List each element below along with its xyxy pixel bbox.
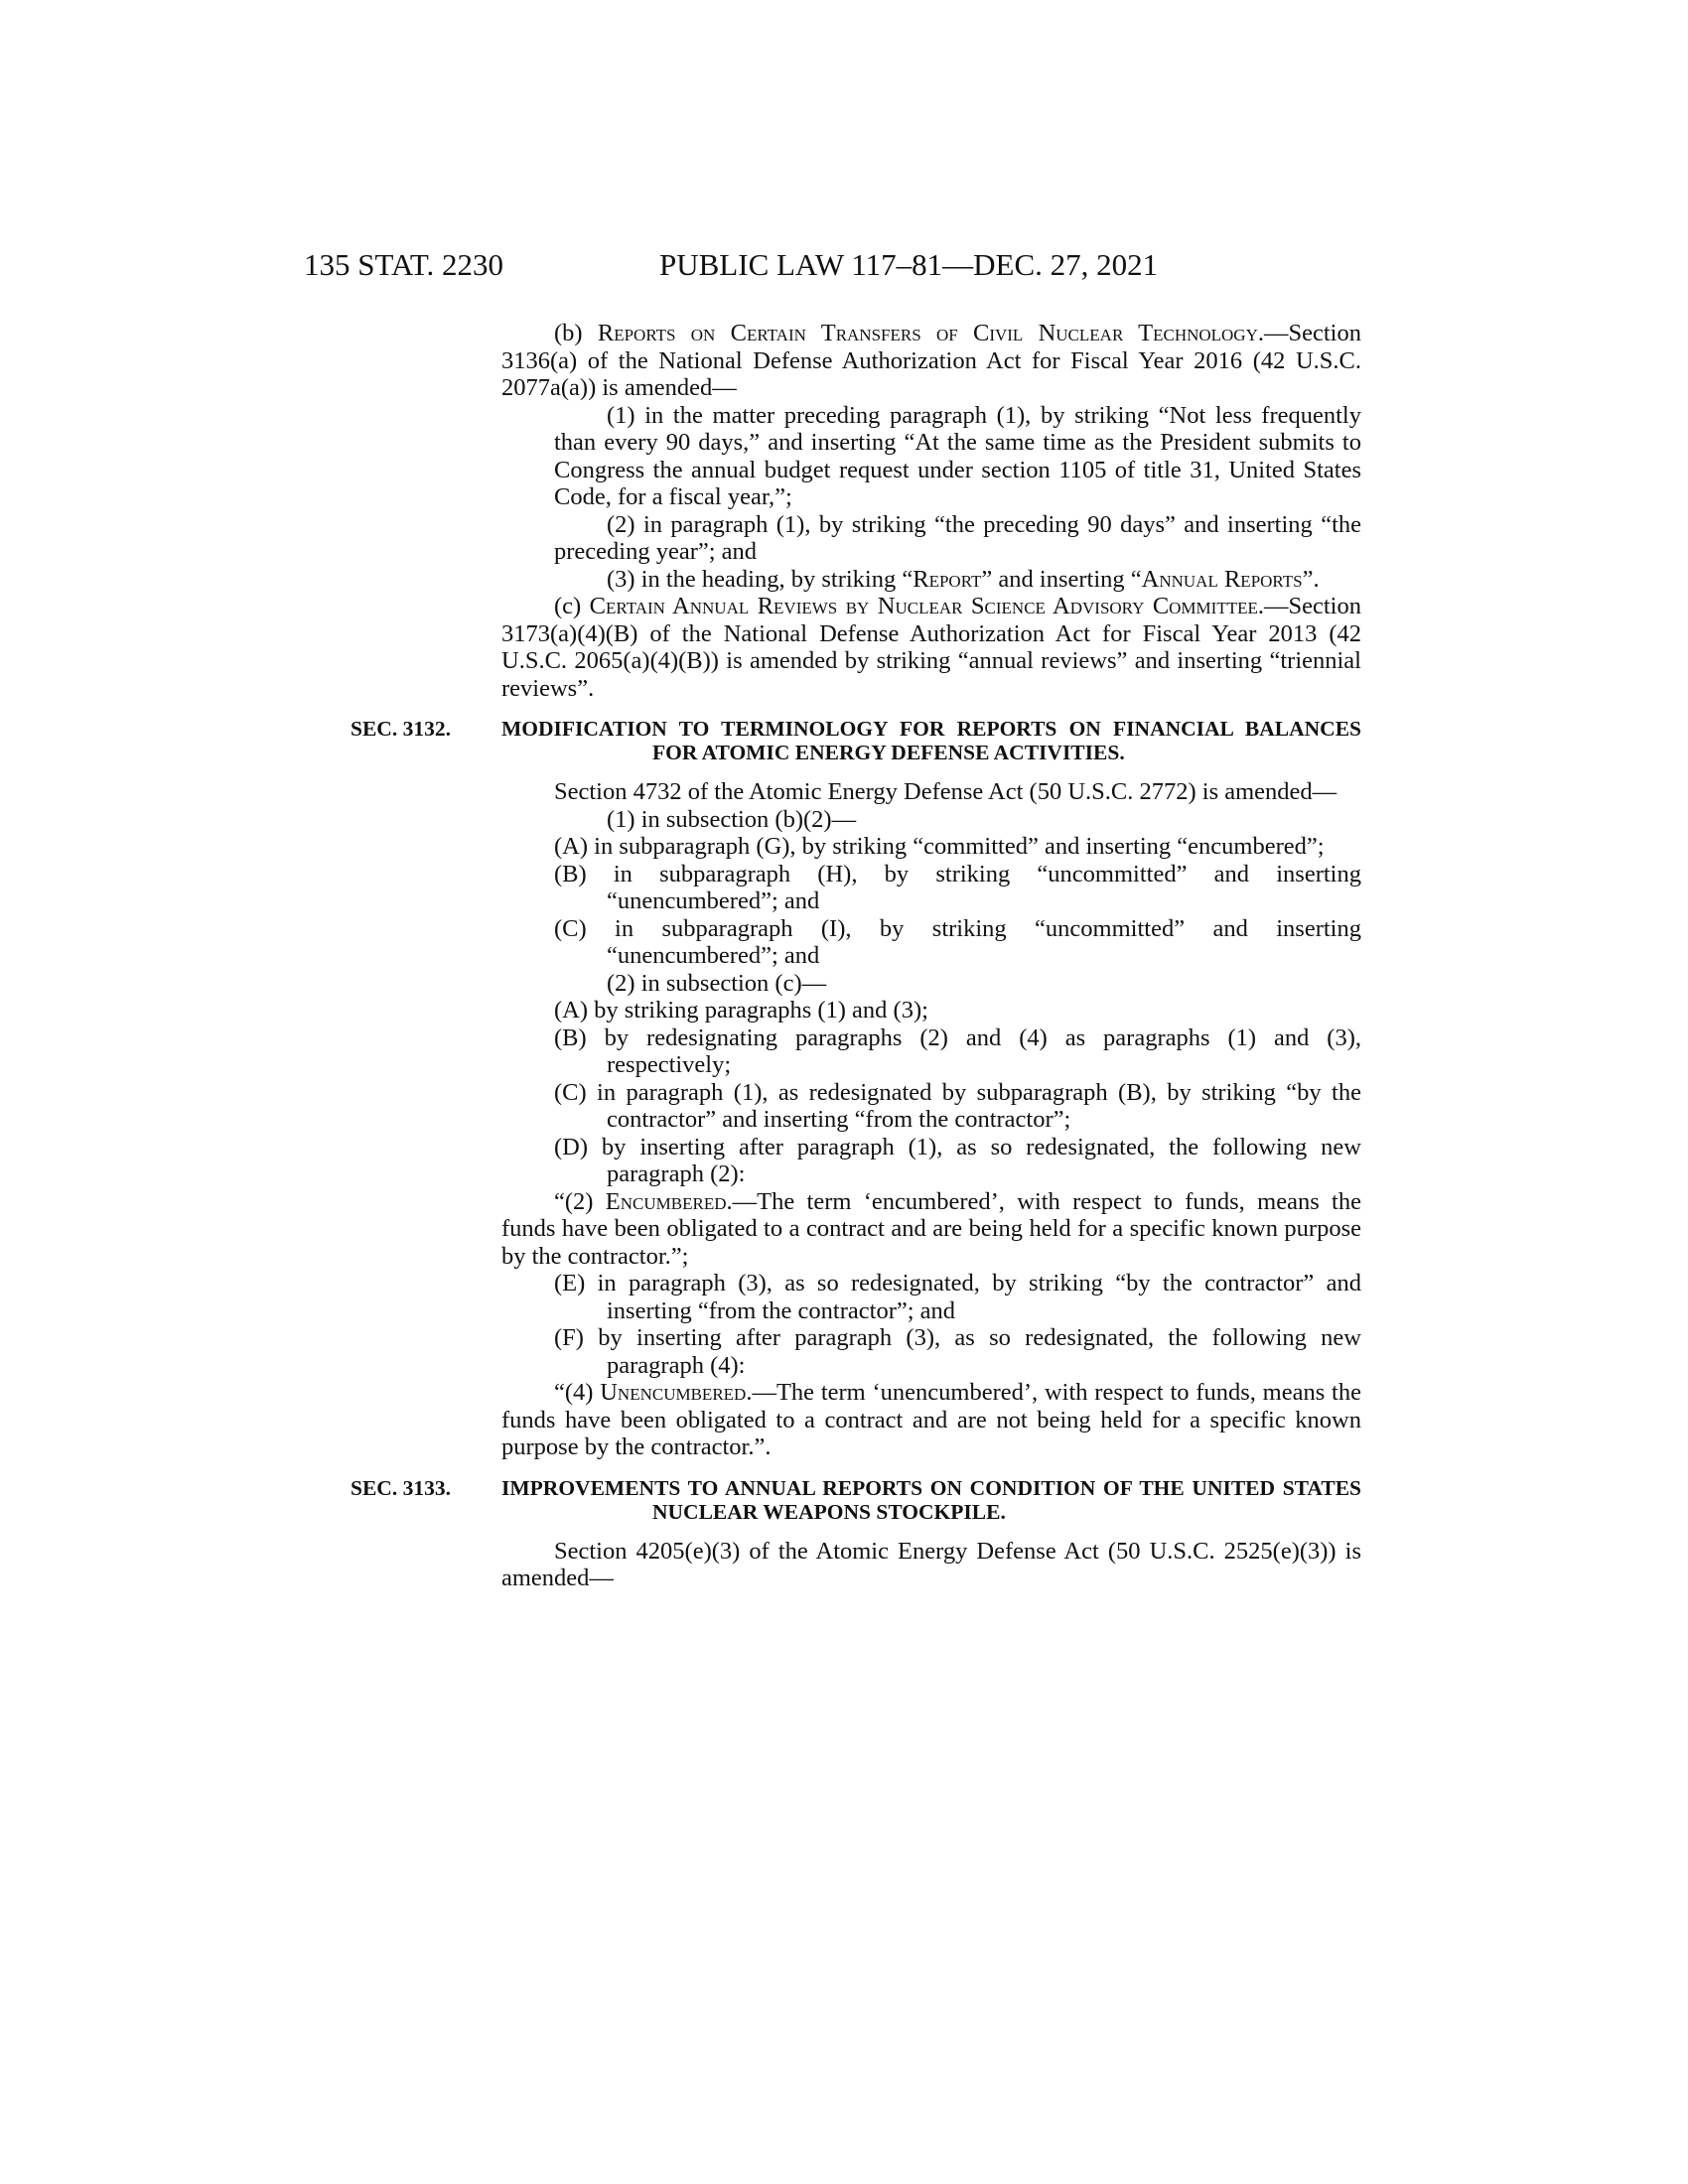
section-3132-p2-item-e: (E) in paragraph (3), as so redesignated, by striking “by the contractor” and inserting “from the contractor”; and (554, 1270, 1361, 1324)
public-law-citation: PUBLIC LAW 117–81—DEC. 27, 2021 (659, 247, 1159, 282)
quoted-paragraph-4-heading: Unencumbered. (600, 1379, 753, 1406)
item-3-pre: (3) in the heading, by striking “ (607, 565, 914, 593)
quoted-paragraph-4-text: —The term ‘unencumbered’, with respect to funds, means the funds have been obligated to a contract and are not being held for a specific known purpose by the contractor.”. (501, 1379, 1361, 1460)
running-header (304, 245, 1368, 285)
item-3-annual-term: Annual Reports (1141, 565, 1303, 593)
subsection-c (501, 593, 1361, 702)
item-3-report-term: Report (913, 565, 982, 593)
section-3132-p2-item-c: (C) in paragraph (1), as redesignated by subparagraph (B), by striking “by the contractor” and inserting “from the contractor”; (554, 1078, 1361, 1133)
subsection-c-heading: Certain Annual Reviews by Nuclear Science Advisory Committee. (589, 593, 1264, 619)
subsection-b (501, 320, 1361, 402)
section-3133-title: IMPROVEMENTS TO ANNUAL REPORTS ON CONDITION OF THE UNITED STATES NUCLEAR WEAPONS STOCKPILE. (501, 1475, 1361, 1524)
section-3132-p1-item-b: (B) in subparagraph (H), by striking “uncommitted” and inserting “unencumbered”; and (554, 860, 1361, 914)
quoted-paragraph-2-label: “(2) (554, 1187, 606, 1215)
section-3132-p1-item-a: (A) in subparagraph (G), by striking “committed” and inserting “encumbered”; (554, 833, 1325, 860)
subsection-b-heading: Reports on Certain Transfers of Civil Nuclear Technology. (597, 320, 1264, 346)
subsection-b-item-2: (2) in paragraph (1), by striking “the preceding 90 days” and inserting “the preceding year”; and (554, 510, 1361, 565)
subsection-c-label: (c) (554, 593, 590, 619)
quoted-paragraph-4 (501, 1379, 1361, 1461)
section-3132-paragraph-2: (2) in subsection (c)— (607, 969, 827, 997)
quoted-paragraph-2 (501, 1188, 1361, 1271)
section-3132-paragraph-1: (1) in subsection (b)(2)— (607, 805, 857, 833)
subsection-b-item-1: (1) in the matter preceding paragraph (1), by striking “Not less frequently than every 90 days,” and inserting “At the same time as the President submits to Congress the annual budget request under section 1105 of title 31, United States Code, for a fiscal year,”; (554, 401, 1361, 510)
quoted-paragraph-4-label: “(4) (554, 1379, 601, 1406)
quoted-paragraph-2-text: —The term ‘encumbered’, with respect to funds, means the funds have been obligated to a contract and are being held for a specific known purpose by the contractor.”; (501, 1187, 1361, 1270)
stat-page-number: 135 STAT. 2230 (304, 247, 504, 282)
section-3132-p2-item-a: (A) by striking paragraphs (1) and (3); (554, 997, 928, 1024)
item-3-post: ”. (1302, 565, 1320, 593)
page-body (351, 320, 1361, 1592)
section-3133-intro: Section 4205(e)(3) of the Atomic Energy Defense Act (50 U.S.C. 2525(e)(3)) is amended— (501, 1537, 1361, 1591)
section-3132-p2-item-b: (B) by redesignating paragraphs (2) and (4) as paragraphs (1) and (3), respectively; (554, 1024, 1361, 1078)
subsection-b-text: —Section 3136(a) of the National Defense Authorization Act for Fiscal Year 2016 (42 U.S.C. 2077a(a)) is amended— (501, 320, 1361, 401)
section-3132-p2-item-f: (F) by inserting after paragraph (3), as so redesignated, the following new paragraph (4): (554, 1324, 1361, 1379)
section-3132-intro: Section 4732 of the Atomic Energy Defense Act (50 U.S.C. 2772) is amended— (554, 778, 1337, 805)
section-3133-heading: SEC. 3133.IMPROVEMENTS TO ANNUAL REPORTS ON CONDITION OF THE UNITED STATES NUCLEAR WEAPONS STOCKPILE. (351, 1475, 1361, 1524)
quoted-paragraph-2-heading: Encumbered. (605, 1187, 733, 1215)
section-3132-title: MODIFICATION TO TERMINOLOGY FOR REPORTS ON FINANCIAL BALANCES FOR ATOMIC ENERGY DEFENSE ACTIVITIES. (501, 717, 1361, 764)
item-3-mid: ” and inserting “ (981, 565, 1142, 593)
section-3132-p2-item-d: (D) by inserting after paragraph (1), as so redesignated, the following new paragraph (2): (554, 1133, 1361, 1187)
subsection-b-label: (b) (554, 320, 598, 346)
section-3132-heading: SEC. 3132.MODIFICATION TO TERMINOLOGY FOR REPORTS ON FINANCIAL BALANCES FOR ATOMIC ENERGY DEFENSE ACTIVITIES. (351, 717, 1361, 764)
section-3132-p1-item-c: (C) in subparagraph (I), by striking “uncommitted” and inserting “unencumbered”; and (554, 914, 1361, 969)
subsection-c-text: —Section 3173(a)(4)(B) of the National Defense Authorization Act for Fiscal Year 2013 (42 U.S.C. 2065(a)(4)(B)) is amended by striking “annual reviews” and inserting “triennial reviews”. (501, 593, 1361, 702)
subsection-b-item-3 (501, 566, 1361, 594)
